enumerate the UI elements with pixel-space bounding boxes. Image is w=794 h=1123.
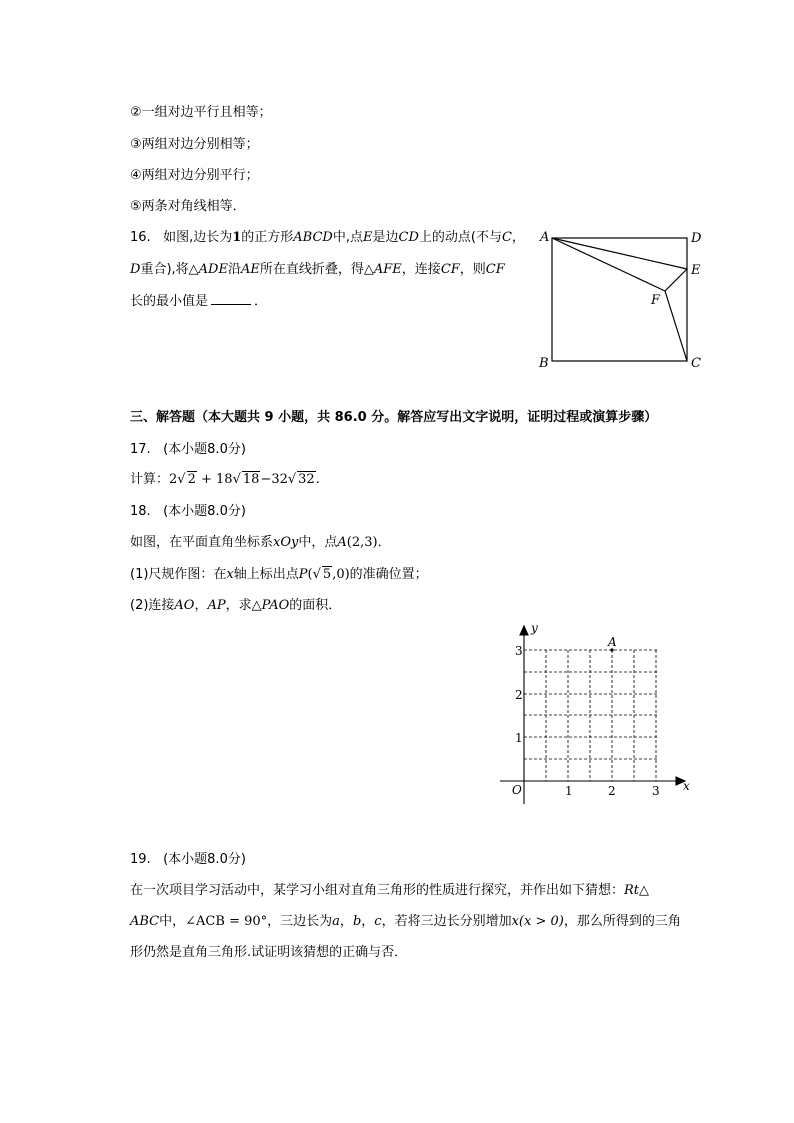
answer-blank [211, 291, 251, 305]
x-tick-1: 1 [565, 784, 573, 798]
q18-part2: (2)连接AO，AP，求△PAO的面积． [130, 598, 342, 613]
q16-square-figure [535, 228, 710, 373]
criterion-3: ③两组对边分别相等； [130, 137, 259, 152]
q19-line1: 在一次项目学习活动中，某学习小组对直角三角形的性质进行探究，并作出如下猜想：Rt△ [130, 883, 650, 898]
x-tick-2: 2 [608, 784, 616, 798]
q16-line1: 16. 如图,边长为1的正方形ABCD中,点E是边CD上的动点(不与C， [130, 230, 525, 245]
q19-line2: ABC中，∠ACB = 90°，三边长为a，b，c，若将三边长分别增加x(x > 0)，那么所得到的三角 [130, 914, 681, 929]
radical-2: 2 [187, 472, 196, 487]
x-axis-label: x [683, 779, 690, 793]
point-a-label: A [608, 635, 617, 649]
q16-line2: D重合),将△ADE沿AE所在直线折叠，得△AFE，连接CF，则CF [130, 262, 505, 277]
section-3-heading: 三、解答题（本大题共 9 小题，共 86.0 分。解答应写出文字说明，证明过程或演算步骤） [130, 410, 658, 425]
y-tick-2: 2 [515, 688, 523, 702]
label-c: C [691, 356, 701, 371]
label-d: D [691, 231, 702, 246]
q17-header: 17. (本小题8.0分) [130, 442, 246, 457]
q18-part1: (1)尺规作图：在x轴上标出点P(√ 5,0)的准确位置； [130, 567, 428, 582]
square-abcd [552, 238, 687, 361]
q16-number: 16. [130, 230, 151, 245]
segment-ae [552, 238, 687, 269]
q18-line1: 如图，在平面直角坐标系xOy中，点A(2,3)． [130, 535, 391, 550]
label-e: E [691, 263, 701, 278]
criterion-4: ④两组对边分别平行； [130, 168, 259, 183]
q17-expression: 计算：2√ 2 + 18√ 18−32√ 32. [130, 472, 320, 487]
x-tick-3: 3 [652, 784, 660, 798]
segment-fc [665, 291, 687, 361]
radical-18: 18 [242, 472, 260, 487]
criterion-2: ②一组对边平行且相等； [130, 105, 272, 120]
radical-5: 5 [322, 567, 332, 582]
y-tick-3: 3 [515, 644, 523, 658]
origin-label: O [512, 783, 522, 797]
y-axis-label: y [531, 621, 538, 635]
criterion-5: ⑤两条对角线相等． [130, 199, 246, 214]
label-b: B [539, 356, 549, 371]
q18-header: 18. (本小题8.0分) [130, 504, 246, 519]
radical-32: 32 [298, 472, 315, 487]
q19-header: 19. (本小题8.0分) [130, 852, 246, 867]
label-a: A [540, 230, 550, 245]
y-tick-1: 1 [515, 731, 523, 745]
label-f: F [651, 293, 661, 308]
grid-lines [524, 650, 657, 781]
q16-line3: 长的最小值是 ． [130, 291, 267, 312]
q18-coordinate-grid [495, 620, 705, 805]
segment-fe [665, 269, 687, 291]
segment-af [552, 238, 665, 291]
q19-line3: 形仍然是直角三角形.试证明该猜想的正确与否． [130, 945, 408, 960]
y-axis-arrow-icon [520, 626, 528, 635]
